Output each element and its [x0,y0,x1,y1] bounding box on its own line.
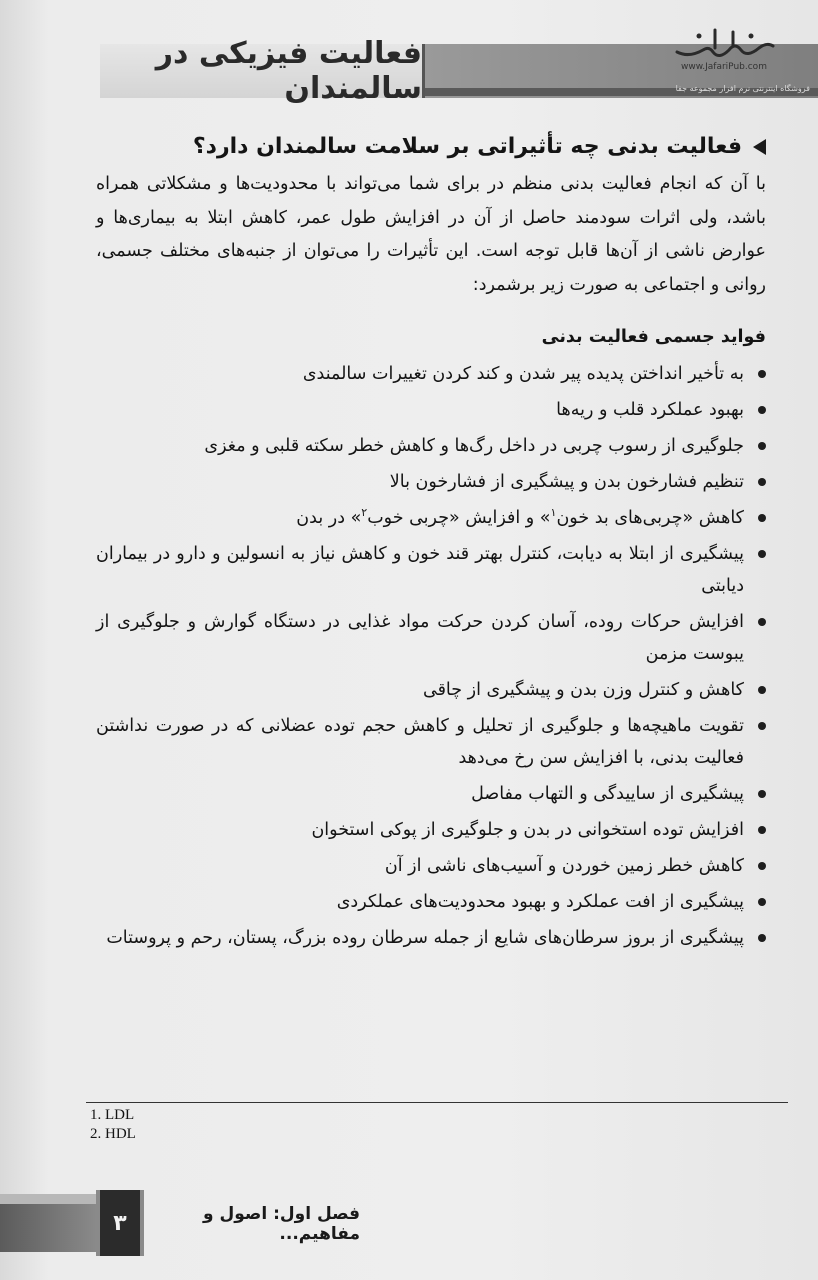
list-item-text: پیشگیری از ابتلا به دیابت، کنترل بهتر قند خون و کاهش نیاز به انسولین و دارو در بیماران دیابتی [96,544,744,596]
list-item [96,778,766,810]
list-item-text-part: کاهش «چربی‌های بد خون [556,508,744,528]
list-item-text: کاهش و کنترل وزن بدن و پیشگیری از چاقی [422,680,744,700]
calligraphy-logo-icon [669,22,779,64]
bullet-icon [758,406,766,414]
list-item-text: بهبود عملکرد قلب و ریه‌ها [556,400,744,420]
list-item-text: پیشگیری از بروز سرطان‌های شایع از جمله سرطان روده بزرگ، پستان، رحم و پروستات [106,928,744,948]
list-item [96,394,766,426]
list-item-text: تقویت ماهیچه‌ها و جلوگیری از تحلیل و کاهش حجم توده عضلانی که در صورت نداشتن فعالیت بدنی، با افزایش سن رخ می‌دهد [96,716,744,768]
bullet-icon [758,898,766,906]
bullet-icon [758,934,766,942]
section-heading [96,130,766,164]
main-content [96,130,766,958]
bullet-icon [758,514,766,522]
list-item [96,466,766,498]
list-item-text: به تأخیر انداختن پدیده پیر شدن و کند کردن تغییرات سالمندی [302,364,744,384]
list-item [96,922,766,954]
list-item-text: جلوگیری از رسوب چربی در داخل رگ‌ها و کاهش خطر سکته قلبی و مغزی [204,436,744,456]
list-item-text: تنظیم فشارخون بدن و پیشگیری از فشارخون بالا [389,472,744,492]
bullet-icon [758,686,766,694]
list-item-text: پیشگیری از ساییدگی و التهاب مفاصل [471,784,744,804]
list-item [96,814,766,846]
intro-paragraph: با آن که انجام فعالیت بدنی منظم در برای شما می‌تواند با محدودیت‌ها و مشکلاتی همراه باشد، ولی اثرات سودمند حاصل از آن در افزایش طول عمر، کاهش ابتلا به بیماری‌ها و عوارض ناشی از آن‌ها قابل توجه است. این تأثیرات را می‌توان از جنبه‌های مختلف جسمی، روانی و اجتماعی به صورت زیر برشمرد: [96,174,766,295]
list-item-text-part: » در بدن [296,508,362,528]
list-item [96,358,766,390]
list-item-text-part: » و افزایش «چربی خوب [367,508,551,528]
chapter-label: فصل اول: اصول و مفاهیم... [203,1204,360,1244]
footer-band-highlight [0,1194,96,1204]
bullet-icon [758,370,766,378]
list-item [96,710,766,774]
header-subtitle: فروشگاه اینترنتی نرم افزار مجموعه جفا [675,84,810,93]
logo-url: www.JafariPub.com [681,62,767,72]
list-item [96,850,766,882]
bullet-icon [758,618,766,626]
footnotes [90,1106,390,1144]
list-item-text: کاهش خطر زمین خوردن و آسیب‌های ناشی از آن [384,856,744,876]
page-number-box [96,1190,144,1256]
footnote-ref-1: ۱ [550,506,557,520]
bullet-icon [758,478,766,486]
list-item-text: افزایش توده استخوانی در بدن و جلوگیری از پوکی استخوان [311,820,744,840]
triangle-marker-icon [753,139,766,155]
header-title-box [100,36,425,106]
running-header-title: فعالیت فیزیکی در سالمندان [155,36,422,106]
list-item-text: پیشگیری از افت عملکرد و بهبود محدودیت‌های عملکردی [336,892,744,912]
footnote-divider [86,1102,788,1103]
benefits-subheading: فواید جسمی فعالیت بدنی [541,327,766,347]
list-item [96,502,766,534]
list-item [96,674,766,706]
bullet-icon [758,862,766,870]
publisher-logo [664,22,784,82]
footnote-1: 1. LDL [90,1107,135,1123]
bullet-icon [758,442,766,450]
list-item-text: افزایش حرکات روده، آسان کردن حرکت مواد غذایی در دستگاه گوارش و جلوگیری از یبوست مزمن [96,612,744,664]
bullet-icon [758,790,766,798]
footnote-ref-2: ۲ [361,506,368,520]
bullet-icon [758,550,766,558]
list-item [96,430,766,462]
list-item [96,606,766,670]
section-heading-text: فعالیت بدنی چه تأثیراتی بر سلامت سالمندان دارد؟ [192,134,742,159]
list-item [96,538,766,602]
footnote-2: 2. HDL [90,1126,136,1142]
benefits-list [96,358,766,954]
bullet-icon [758,826,766,834]
list-item [96,886,766,918]
page-number: ۳ [113,1210,127,1236]
bullet-icon [758,722,766,730]
